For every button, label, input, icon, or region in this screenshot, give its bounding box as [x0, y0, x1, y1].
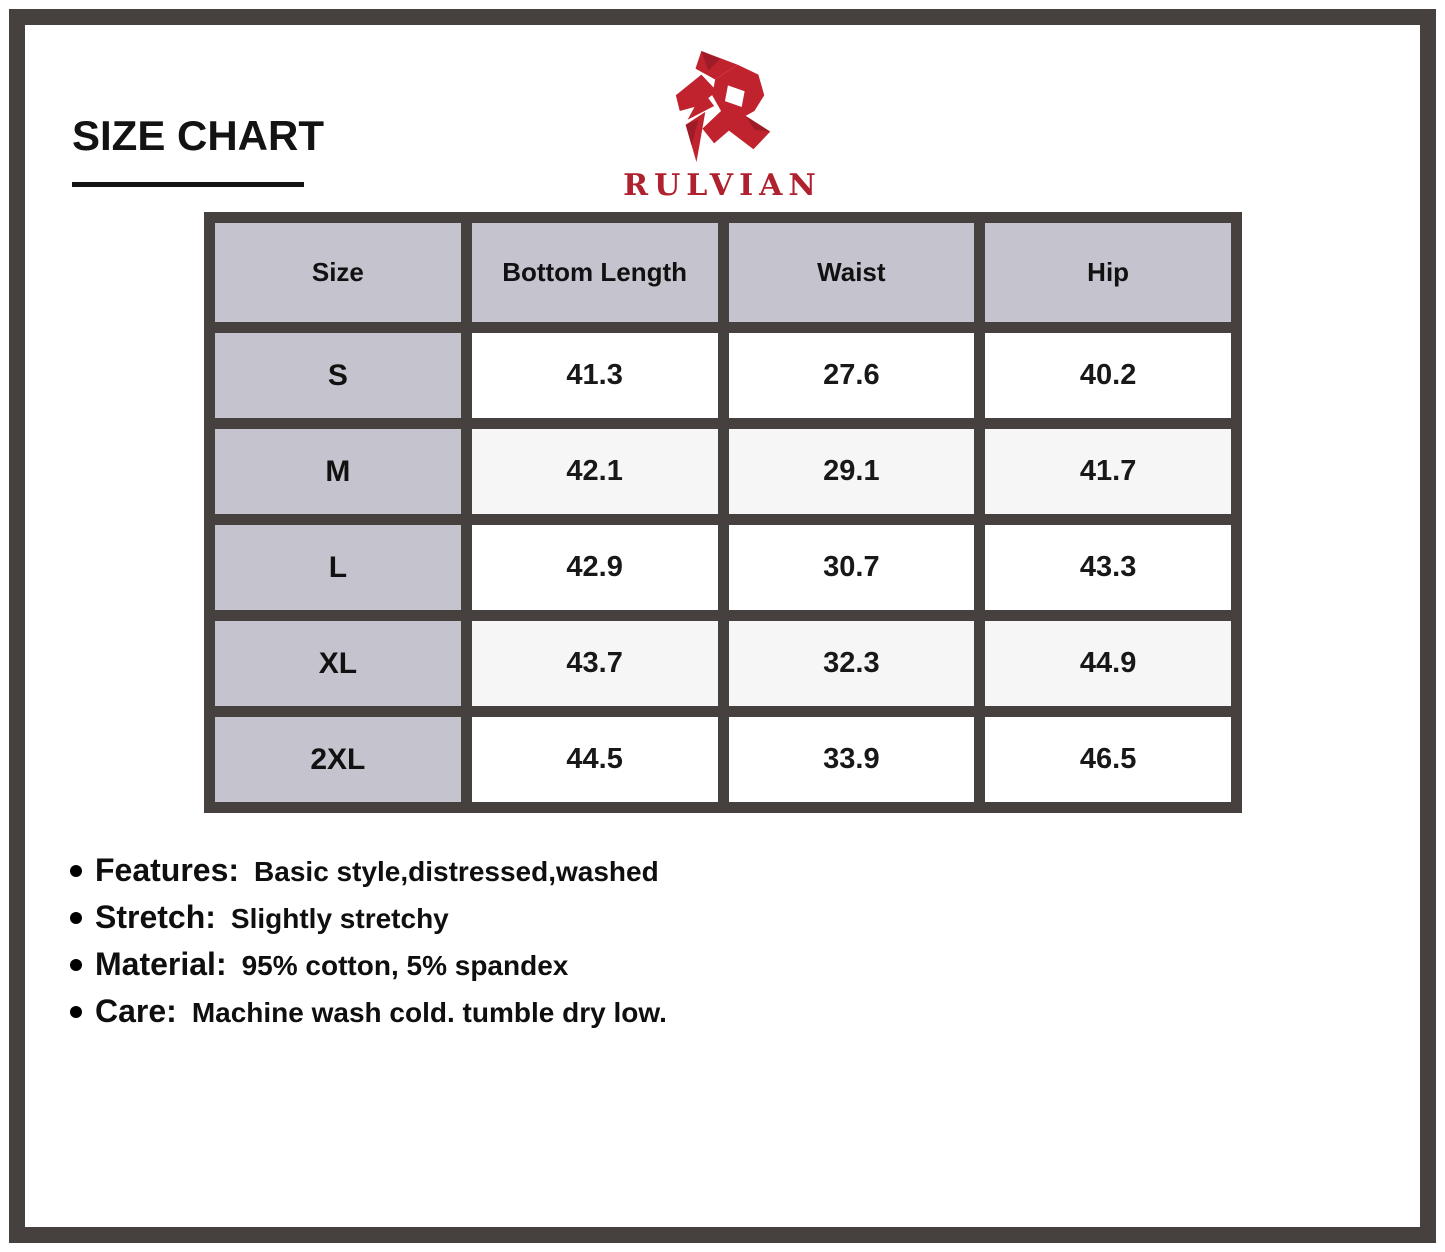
bottom-length-cell: 41.3 [472, 333, 718, 418]
detail-item-care [70, 993, 667, 1030]
waist-cell: 33.9 [729, 717, 975, 802]
table-row-m [215, 429, 1231, 514]
rulvian-r-icon [659, 50, 787, 166]
size-cell: 2XL [215, 717, 461, 802]
brand-wordmark: RULVIAN [623, 168, 822, 203]
bullet-icon [70, 865, 82, 877]
waist-cell: 29.1 [729, 429, 975, 514]
table-row-xl [215, 621, 1231, 706]
column-header-hip: Hip [985, 223, 1231, 322]
page-title: SIZE CHART [72, 112, 324, 159]
table-row-2xl [215, 717, 1231, 802]
size-cell: XL [215, 621, 461, 706]
bullet-icon [70, 912, 82, 924]
column-header-size: Size [215, 223, 461, 322]
bullet-icon [70, 959, 82, 971]
detail-value: 95% cotton, 5% spandex [241, 950, 569, 981]
detail-item-material [70, 946, 667, 983]
size-cell: S [215, 333, 461, 418]
detail-value: Slightly stretchy [230, 903, 449, 934]
detail-label: Material: [95, 946, 227, 982]
hip-cell: 46.5 [985, 717, 1231, 802]
size-cell: L [215, 525, 461, 610]
detail-value: Basic style,distressed,washed [254, 856, 659, 887]
detail-label: Care: [95, 993, 177, 1029]
column-header-bottom-length: Bottom Length [472, 223, 718, 322]
table-row-s [215, 333, 1231, 418]
hip-cell: 41.7 [985, 429, 1231, 514]
bottom-length-cell: 42.1 [472, 429, 718, 514]
size-chart-table [204, 212, 1242, 813]
bullet-icon [70, 1006, 82, 1018]
waist-cell: 32.3 [729, 621, 975, 706]
bottom-length-cell: 42.9 [472, 525, 718, 610]
bottom-length-cell: 43.7 [472, 621, 718, 706]
detail-item-features [70, 852, 667, 889]
waist-cell: 27.6 [729, 333, 975, 418]
brand-logo [0, 50, 1445, 203]
hip-cell: 43.3 [985, 525, 1231, 610]
detail-value: Machine wash cold. tumble dry low. [191, 997, 667, 1028]
detail-item-stretch [70, 899, 667, 936]
waist-cell: 30.7 [729, 525, 975, 610]
product-details-list [70, 852, 667, 1040]
table-header-row [215, 223, 1231, 322]
table-row-l [215, 525, 1231, 610]
hip-cell: 44.9 [985, 621, 1231, 706]
bottom-length-cell: 44.5 [472, 717, 718, 802]
column-header-waist: Waist [729, 223, 975, 322]
hip-cell: 40.2 [985, 333, 1231, 418]
detail-label: Features: [95, 852, 240, 888]
size-cell: M [215, 429, 461, 514]
detail-label: Stretch: [95, 899, 216, 935]
